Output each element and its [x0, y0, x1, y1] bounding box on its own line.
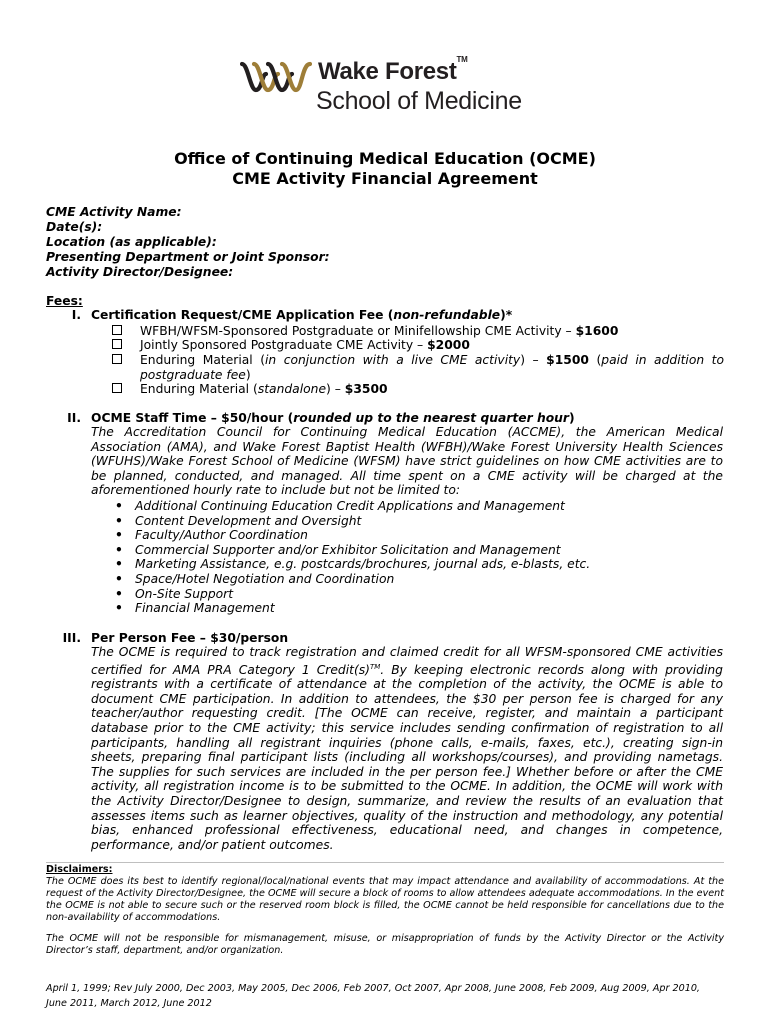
- wake-forest-logo: [240, 56, 540, 116]
- divider: [46, 862, 724, 863]
- logo-mark-icon: [240, 60, 312, 94]
- list-item: • Space/Hotel Negotiation and Coordination: [115, 572, 590, 587]
- checkbox-icon[interactable]: [112, 325, 122, 335]
- list-item: • Faculty/Author Coordination: [115, 528, 590, 543]
- list-item: • Financial Management: [115, 601, 590, 616]
- section1-heading: Certification Request/CME Application Fee (non-refundable)*: [91, 308, 513, 322]
- disclaimer-funds: The OCME will not be responsible for mismanagement, misuse, or misappropriation of funds by the Activity Director or the Activity Director’s staff, department, and/or organization.: [46, 933, 724, 956]
- section2-numeral: II.: [67, 411, 81, 425]
- disclaimers-heading: Disclaimers:: [46, 864, 113, 875]
- disclaimer-accommodations: The OCME does its best to identify regional/local/national events that may impact attendance and availability of accommodations. At the request of the Activity Director/Designee, the OCME will secure a block of rooms to allow attendees adequate accommodations. In the event the OCME is not able to secure such or the reserved room block is filled, the OCME cannot be held responsible for cancellations due to the non-availability of accommodations.: [46, 876, 724, 923]
- revision-history: April 1, 1999; Rev July 2000, Dec 2003, May 2005, Dec 2006, Feb 2007, Oct 2007, Apr 2008, June 2008, Feb 2009, Aug 2009, Apr 2010, June 2011, March 2012, June 2012: [46, 983, 700, 1009]
- checkbox-icon[interactable]: [112, 354, 122, 364]
- document-subtitle: CME Activity Financial Agreement: [232, 169, 538, 188]
- checkbox-icon[interactable]: [112, 339, 122, 349]
- logo-trademark: TM: [456, 55, 468, 64]
- staff-time-list: [115, 499, 590, 616]
- section2-heading: OCME Staff Time – $50/hour (rounded up to the nearest quarter hour): [91, 411, 575, 425]
- section2-paragraph: The Accreditation Council for Continuing Medical Education (ACCME), the American Medical Association (AMA), and Wake Forest Baptist Health (WFBH)/Wake Forest University Health Sciences (WFUHS)/Wake Forest School of Medicine (WFSM) have strict guidelines on how CME activities are to be planned, conducted, and managed. All time spent on a CME activity will be charged at the aforementioned hourly rate to include but not be limited to:: [91, 425, 723, 498]
- activity-fields: [46, 205, 330, 280]
- list-item: • Content Development and Oversight: [115, 514, 590, 529]
- checkbox-icon[interactable]: [112, 383, 122, 393]
- fee-option-3[interactable]: Enduring Material (in conjunction with a live CME activity) – $1500 (paid in addition to postgraduate fee): [112, 353, 133, 368]
- fee-option-4[interactable]: Enduring Material (standalone) – $3500: [112, 382, 133, 397]
- fee-option-2[interactable]: Jointly Sponsored Postgraduate CME Activity – $2000: [112, 338, 133, 353]
- section3-numeral: III.: [62, 631, 81, 645]
- section1-numeral: I.: [71, 308, 81, 322]
- section3-paragraph: The OCME is required to track registration and claimed credit for all WFSM-sponsored CME activities certified for AMA PRA Category 1 Credit(s)™. By keeping electronic records along with providing registrants with a certificate of attendance at the completion of the activity, the OCME is able to document CME participation. In addition to attendees, the $30 per person fee is charged for any teacher/author requesting credit. [The OCME can receive, register, and maintain a participant database prior to the CME activity; this service includes sending confirmation of registration to all participants, handling all registrant inquiries (phone calls, e-mails, faxes, etc.), creating sign-in sheets, preparing final participant lists (including all workshops/courses), and providing nametags. The supplies for such services are included in the per person fee.] Whether before or after the CME activity, all registration income is to be submitted to the OCME. In addition, the OCME will work with the Activity Director/Designee to design, summarize, and review the results of an evaluation that assesses items such as learner objectives, quality of the instruction and methodology, any potential bias, enhanced professional effectiveness, educational need, and changes in competence, performance, and/or patient outcomes.: [91, 645, 723, 852]
- logo-subtitle: School of Medicine: [316, 87, 522, 115]
- field-dates: Date(s):: [46, 220, 103, 234]
- document-title: Office of Continuing Medical Education (OCME): [174, 149, 596, 168]
- field-activity-name: CME Activity Name:: [46, 205, 182, 219]
- list-item: • Commercial Supporter and/or Exhibitor Solicitation and Management: [115, 543, 590, 558]
- fees-heading: Fees:: [46, 294, 83, 308]
- list-item: • On-Site Support: [115, 587, 590, 602]
- field-department: Presenting Department or Joint Sponsor:: [46, 250, 330, 264]
- section3-heading: Per Person Fee – $30/person: [91, 631, 289, 645]
- field-director: Activity Director/Designee:: [46, 265, 234, 279]
- logo-wordmark: Wake Forest™: [318, 55, 468, 85]
- field-location: Location (as applicable):: [46, 235, 217, 249]
- list-item: • Marketing Assistance, e.g. postcards/brochures, journal ads, e-blasts, etc.: [115, 557, 590, 572]
- list-item: • Additional Continuing Education Credit Applications and Management: [115, 499, 590, 514]
- fee-option-1[interactable]: WFBH/WFSM-Sponsored Postgraduate or Minifellowship CME Activity – $1600: [112, 324, 133, 339]
